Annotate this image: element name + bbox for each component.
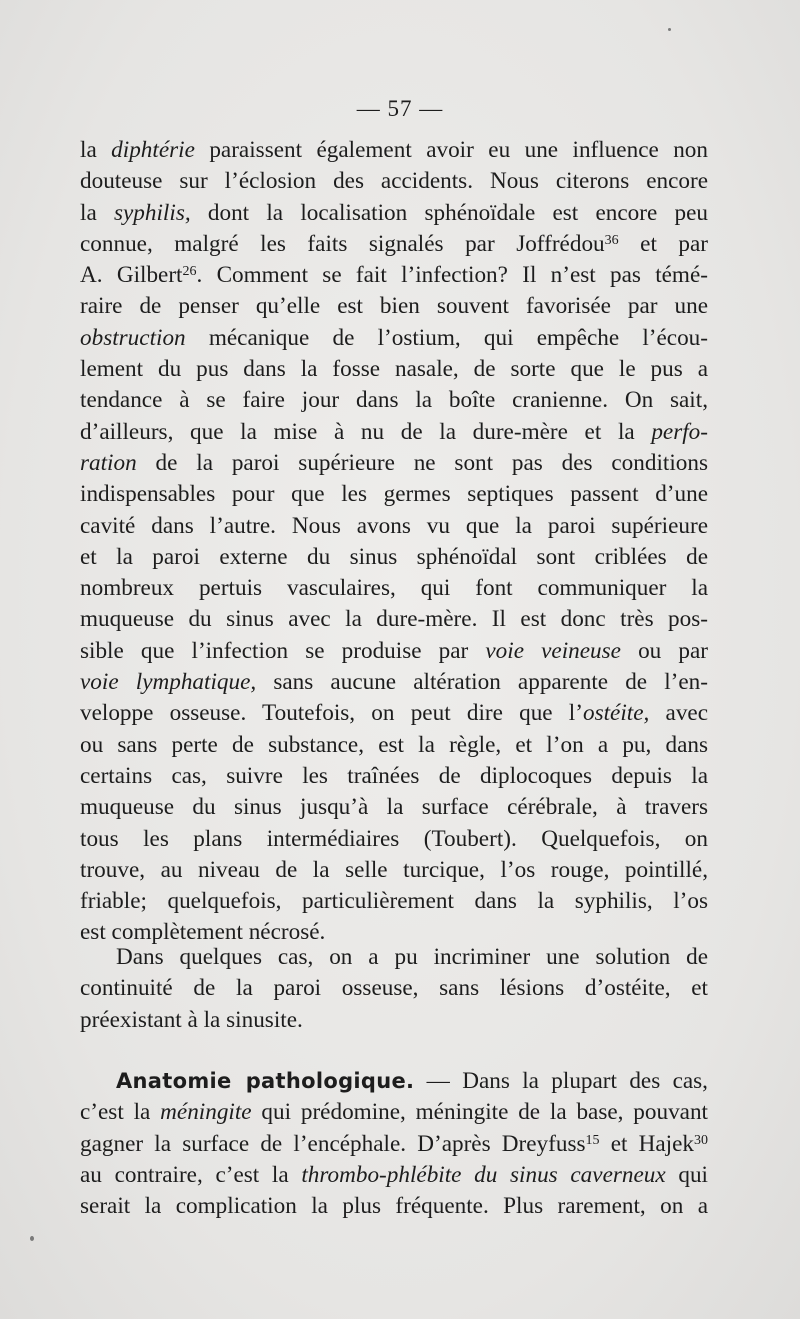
text-run: nombreux pertuis vasculaires, qui font communiquer la	[80, 575, 708, 602]
italic-term: voie veineuse	[485, 637, 621, 664]
italic-term: thrombo-phlébite du sinus caverneux	[301, 1161, 666, 1188]
text-line	[80, 135, 708, 166]
italic-term: ration	[80, 449, 137, 476]
text-run: continuité de la paroi osseuse, sans lésions d’ostéite, et	[80, 975, 708, 1002]
text-run: douteuse sur l’éclosion des accidents. Nous citerons encore	[80, 168, 708, 195]
text-line	[80, 730, 708, 761]
text-line	[80, 636, 708, 667]
text-line	[80, 166, 708, 197]
text-run: Dans quelques cas, on a pu incriminer une solution de	[116, 944, 708, 970]
text-run: d’ailleurs, que la mise à nu de la dure-mère et la	[80, 418, 652, 445]
text-line	[80, 260, 708, 291]
text-line	[80, 1097, 708, 1128]
text-run: dont la localisation sphénoïdale est encore peu	[190, 199, 708, 226]
text-run: qui prédomine, méningite de la base, pouvant	[251, 1099, 708, 1126]
text-run: préexistant à la sinusite.	[80, 1006, 303, 1033]
reference-number: 30	[694, 1132, 708, 1148]
text-line	[80, 479, 708, 510]
text-run: serait la complication la plus fréquente. Plus rarement, on a	[80, 1193, 708, 1220]
text-run: raire de penser qu’elle est bien souvent favorisée par une	[80, 293, 708, 320]
text-line	[80, 942, 708, 973]
text-run: tendance à se faire jour dans la boîte cranienne. On sait,	[80, 387, 708, 414]
text-line	[80, 542, 708, 573]
text-run: indispensables pour que les germes septiques passent d’une	[80, 481, 708, 508]
italic-term: voie lymphatique,	[80, 669, 257, 696]
text-line	[80, 761, 708, 792]
italic-term: obstruction	[80, 324, 186, 351]
text-run: c’est la	[80, 1099, 161, 1126]
text-run: connue, malgré les faits signalés par Joffrédou	[80, 230, 605, 257]
text-line	[80, 667, 708, 698]
text-line	[80, 1066, 708, 1097]
reference-number: 15	[585, 1132, 600, 1148]
text-line	[80, 604, 708, 635]
text-run: cavité dans l’autre. Nous avons vu que la paroi supérieure	[80, 512, 708, 539]
text-run: qui	[665, 1161, 708, 1188]
text-run: lement du pus dans la fosse nasale, de sorte que le pus a	[80, 356, 708, 383]
text-run: est complètement nécrosé.	[80, 919, 326, 946]
text-run: et par	[618, 230, 708, 257]
text-run: et la paroi externe du sinus sphénoïdal sont criblées de	[80, 543, 708, 570]
text-line	[80, 886, 708, 917]
reference-number: 36	[604, 232, 619, 248]
text-run: ou sans perte de substance, est la règle, et l’on a pu, dans	[80, 731, 708, 758]
italic-term: diphtérie	[111, 137, 195, 163]
text-line	[80, 385, 708, 416]
text-run: au contraire, c’est la	[80, 1161, 302, 1188]
text-line	[80, 354, 708, 385]
text-run: A. Gilbert	[80, 262, 183, 289]
italic-term: perfo-	[651, 418, 708, 445]
paragraph-1	[80, 135, 708, 949]
text-run: muqueuse du sinus avec la dure-mère. Il est donc très pos-	[80, 606, 708, 633]
text-run: mécanique de l’ostium, qui empêche l’écou-	[185, 324, 708, 351]
text-run: — Dans la plupart des cas,	[414, 1068, 708, 1094]
text-line	[80, 698, 708, 729]
text-run: . Comment se fait l’infection? Il n’est pas témé-	[196, 262, 708, 289]
italic-term: méningite	[160, 1099, 252, 1126]
text-line	[80, 1191, 708, 1222]
text-run: veloppe osseuse. Toutefois, on peut dire que l’	[80, 700, 583, 727]
text-line	[80, 824, 708, 855]
text-run: avec	[649, 700, 708, 727]
text-line	[80, 973, 708, 1004]
text-run: friable; quelquefois, particulièrement dans la syphilis, l’os	[80, 888, 708, 915]
text-run: muqueuse du sinus jusqu’à la surface cérébrale, à travers	[80, 794, 708, 821]
text-line	[80, 511, 708, 542]
text-line	[80, 291, 708, 322]
text-run: et Hajek	[599, 1130, 694, 1157]
text-line	[80, 448, 708, 479]
text-line	[80, 323, 708, 354]
text-run: ou par	[620, 637, 708, 664]
text-run: certains cas, suivre les traînées de diplocoques depuis la	[80, 762, 708, 789]
text-line	[80, 198, 708, 229]
page-number: — 57 —	[356, 96, 444, 121]
text-run: sible que l’infection se produise par	[80, 637, 486, 664]
ink-speck	[668, 28, 671, 31]
text-run: gagner la surface de l’encéphale. D’après Dreyfuss	[80, 1130, 586, 1157]
paragraph-3	[80, 1066, 708, 1222]
text-run: trouve, au niveau de la selle turcique, l’os rouge, pointillé,	[80, 856, 708, 883]
text-line	[80, 1005, 708, 1036]
text-line	[80, 855, 708, 886]
text-run: tous les plans intermédiaires (Toubert). Quelquefois, on	[80, 825, 708, 852]
text-run: paraissent également avoir eu une influence non	[194, 137, 708, 163]
reference-number: 26	[182, 264, 197, 280]
text-line	[80, 573, 708, 604]
text-line	[80, 1160, 708, 1191]
text-run: la	[80, 199, 114, 226]
text-run: la	[80, 137, 112, 163]
ink-speck	[30, 1236, 34, 1241]
section-heading: Anatomie pathologique.	[116, 1069, 415, 1093]
text-line	[80, 417, 708, 448]
italic-term: ostéite,	[582, 700, 650, 727]
text-line	[80, 229, 708, 260]
italic-term: syphilis,	[113, 199, 191, 226]
text-line	[80, 1129, 708, 1160]
text-run: de la paroi supérieure ne sont pas des conditions	[136, 449, 708, 476]
text-run: sans aucune altération apparente de l’en-	[256, 669, 708, 696]
paragraph-2	[80, 942, 708, 1036]
text-line	[80, 792, 708, 823]
